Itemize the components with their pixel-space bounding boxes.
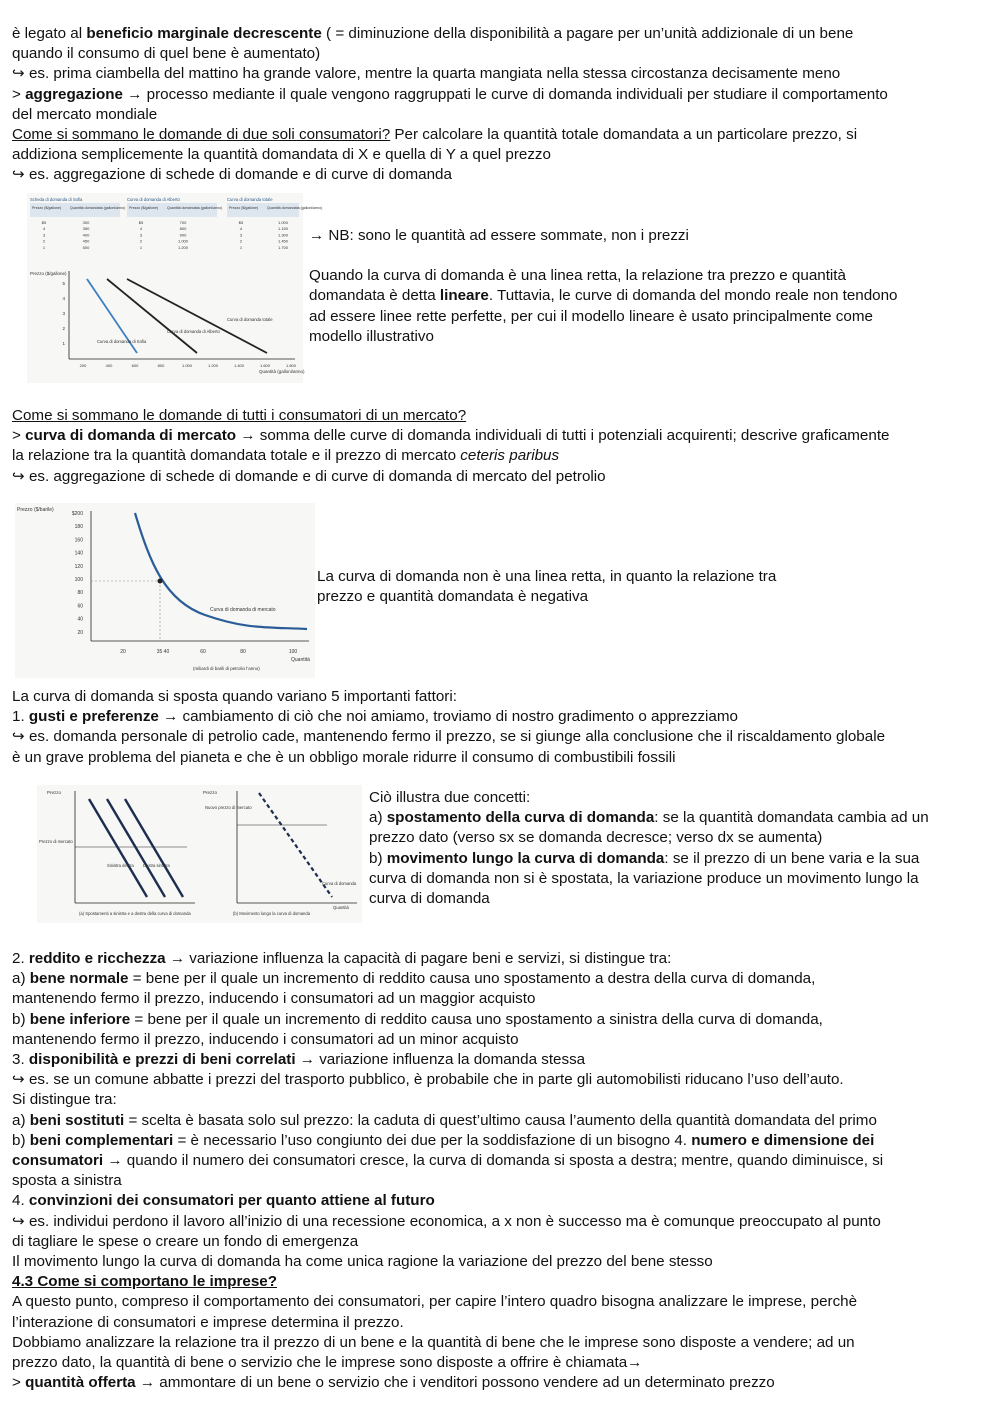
- text-line: 1. gusti e preferenze → cambiamento di ciò che noi amiamo, troviamo di nostro gradimento o apprezziamo: [12, 708, 738, 726]
- text-line: Quando la curva di domanda è una linea retta, la relazione tra prezzo e quantità: [309, 267, 846, 285]
- figure1-explanation: [309, 226, 989, 347]
- y-tick-label: 4: [62, 296, 65, 301]
- question-heading: Come si sommano le domande di tutti i consumatori di un mercato?: [12, 407, 467, 424]
- market-point: [158, 579, 163, 584]
- table-cell-price: 3: [239, 232, 243, 238]
- y-tick-label: 80: [77, 590, 83, 597]
- table-cell-quantity: 400: [82, 232, 90, 238]
- text-line: b) beni complementari = è necessario l’uso congiunto dei due per la soddisfazione di un bisogno 4. numero e dimensione dei: [12, 1131, 875, 1149]
- x-tick-label: 800: [157, 363, 165, 368]
- y-tick-label: 120: [74, 563, 83, 570]
- text-line: prezzo e quantità domandata è negativa: [317, 588, 589, 606]
- panel-b-caption: (b) Movimento lungo la curva di domanda: [233, 911, 311, 916]
- y-tick-label: 2: [62, 326, 65, 331]
- text-line: prezzo dato, la quantità di bene o servizio che le imprese sono disposte a offrire è chiamata→: [12, 1354, 643, 1372]
- table-cell-quantity: 900: [179, 232, 187, 238]
- text-line: di tagliare le spese o creare un fondo di emergenza: [12, 1232, 359, 1250]
- text-line: ↪ es. se un comune abbatte i prezzi del trasporto pubblico, è probabile che in parte gli automobilisti riducano l’uso dell’auto.: [12, 1071, 844, 1089]
- table-cell-quantity: 1.000: [177, 238, 189, 244]
- section-fattori: [12, 687, 992, 768]
- text-line: b) movimento lungo la curva di domanda: se il prezzo di un bene varia e la sua: [369, 849, 920, 867]
- x-tick-label: 100: [288, 649, 298, 655]
- text-line: addiziona semplicemente la quantità domandata di X e quella di Y a quel prezzo: [12, 146, 551, 164]
- text-line: curva di domanda: [369, 890, 490, 908]
- x-tick-label: 600: [131, 363, 139, 368]
- text-line: ↪ es. aggregazione di schede di domande e di curve di domanda: [12, 166, 452, 184]
- text-line: la relazione tra la quantità domandata totale e il prezzo di mercato ceteris paribus: [12, 447, 560, 465]
- table-cell-quantity: 350: [82, 226, 90, 232]
- table-cell-price: 2: [239, 238, 243, 244]
- text-line: La curva di domanda si sposta quando variano 5 importanti fattori:: [12, 688, 457, 705]
- table-cell-price: 2: [139, 238, 143, 244]
- text-line: a) bene normale = bene per il quale un incremento di reddito causa uno spostamento a destra della curva di domanda,: [12, 970, 816, 988]
- x-tick-label: 400: [105, 363, 113, 368]
- table-cell-quantity: 1.450: [277, 238, 289, 244]
- x-tick-label: 1.800: [285, 363, 297, 368]
- section-domanda-mercato: [12, 406, 992, 487]
- section-reddito-imprese: [12, 949, 992, 1393]
- panel-a-caption: (a) Spostamenti a sinistra e a destra della curva di domanda: [79, 911, 191, 916]
- text-line: 4. convinzioni dei consumatori per quanto attiene al futuro: [12, 1192, 435, 1210]
- figure2-explanation: [317, 567, 917, 607]
- aggregation-graphic: [27, 193, 323, 383]
- panel-b-quantity: Quantità: [333, 905, 349, 910]
- table-cell-price: $5: [138, 220, 144, 225]
- text-line: del mercato mondiale: [12, 105, 158, 123]
- text-line: > quantità offerta → ammontare di un bene o servizio che i venditori possono vendere ad un determinato prezzo: [12, 1374, 775, 1392]
- text-line: sposta a sinistra: [12, 1172, 122, 1190]
- curve-totale: [127, 279, 267, 353]
- x-tick-label: 1.000: [181, 363, 193, 368]
- text-line: l’interazione di consumatori e imprese determina il prezzo.: [12, 1313, 404, 1331]
- label-shift-left: Sinistra destra: [107, 863, 134, 868]
- panel-a-market-price: Prezzo di mercato: [39, 839, 73, 844]
- table-cell-price: 3: [139, 232, 143, 238]
- table-header-price: Prezzo ($/gallone): [229, 206, 259, 210]
- text-line: ↪ es. aggregazione di schede di domande e di curve di domanda di mercato del petrolio: [12, 467, 606, 485]
- label-curve-sofia: Curva di domanda di Sofia: [97, 339, 147, 344]
- text-line: 2. reddito e ricchezza → variazione influenza la capacità di pagare beni e servizi, si distingue tra:: [12, 950, 672, 967]
- text-line: Come si sommano le domande di due soli consumatori? Per calcolare la quantità totale domandata a un particolare prezzo, si: [12, 126, 858, 144]
- y-tick-label: 60: [77, 603, 83, 610]
- curve-base: [107, 799, 165, 897]
- text-line: Il movimento lungo la curva di domanda ha come unica ragione la variazione del prezzo del bene stesso: [12, 1253, 713, 1271]
- y-tick-label: 3: [62, 311, 65, 316]
- panel-a-price-label: Prezzo: [47, 790, 62, 795]
- panel-b-new-price: Nuovo prezzo di mercato: [205, 805, 252, 810]
- table-header-price: Prezzo ($/gallone): [129, 206, 159, 210]
- table-cell-quantity: 300: [82, 220, 90, 225]
- table-title-sofia: Scheda di domanda di Sofia: [30, 197, 83, 202]
- text-line: mantenendo fermo il prezzo, inducendo i consumatori ad un minor acquisto: [12, 1030, 519, 1048]
- table-header-quantity: Quantità domandata (galloni/anno): [267, 206, 323, 210]
- table-title-alberto: Curva di domanda di Alberto: [127, 197, 180, 202]
- figure-aggregation: [27, 193, 323, 383]
- table-cell-price: 2: [42, 238, 46, 244]
- table-cell-price: $5: [41, 220, 47, 225]
- text-line: Si distingue tra:: [12, 1091, 117, 1109]
- axis-ticks: [72, 511, 298, 655]
- table-cell-price: 4: [239, 226, 243, 232]
- table-cell-price: 4: [139, 226, 143, 232]
- y-tick-label: 180: [74, 524, 83, 531]
- figure3-explanation: [369, 788, 994, 909]
- table-cell-quantity: 700: [179, 220, 187, 225]
- table-cell-price: 3: [42, 232, 46, 238]
- table-cell-quantity: 800: [179, 226, 187, 232]
- curve-label: Curva di domanda di mercato: [210, 607, 276, 613]
- table-header-quantity: Quantità domandata (galloni/anno): [167, 206, 223, 210]
- x-axis-label: Quantità: [291, 657, 310, 663]
- text-line: ↪ es. individui perdono il lavoro all’inizio di una recessione economica, a x non è successo ma è comunque preoccupato al punto: [12, 1212, 881, 1230]
- table-title-totale: Curva di domanda totale: [227, 197, 273, 202]
- table-cell-quantity: 1.150: [277, 226, 289, 232]
- x-tick-label: 1.600: [259, 363, 271, 368]
- table-cell-quantity: 1.700: [277, 244, 289, 250]
- section-beneficio-aggregazione: [12, 24, 992, 186]
- table-header-quantity: Quantità domandata (galloni/anno): [70, 206, 126, 210]
- y-tick-label: 20: [77, 629, 83, 636]
- text-line: curva di domanda non si è spostata, la variazione produce un movimento lungo la: [369, 869, 919, 887]
- panel-b-curve-label: Curva di domanda: [322, 881, 357, 886]
- figure-shift-movement: [37, 785, 362, 923]
- table-cell-price: 1: [139, 244, 143, 250]
- x-axis-unit: (miliardi di barili di petrolio l’anno): [193, 666, 260, 671]
- y-tick-label: 100: [74, 577, 83, 583]
- text-line: a) spostamento della curva di domanda: se la quantità domandata cambia ad un: [369, 809, 929, 827]
- table-cell-quantity: 1.000: [277, 220, 289, 225]
- table-cell-quantity: 500: [82, 244, 90, 250]
- figure-market-demand: [15, 503, 315, 678]
- y-tick-label: 1: [62, 341, 65, 346]
- label-curve-total: Curva di domanda totale: [227, 317, 273, 322]
- text-line: ad essere linee rette perfette, per cui il modello lineare è usato principalmente come: [309, 307, 873, 325]
- text-line: > aggregazione → processo mediante il quale vengono raggruppati le curve di domanda individuali per studiare il comportamento: [12, 85, 888, 103]
- text-line: domandata è detta lineare. Tuttavia, le curve di domanda del mondo reale non tendono: [309, 287, 898, 305]
- y-tick-label: 140: [74, 550, 83, 557]
- x-tick-label: 200: [79, 363, 87, 368]
- y-tick-label: 5: [62, 281, 65, 286]
- shift-movement-graphic: [37, 785, 362, 923]
- x-tick-label: 1.400: [233, 363, 245, 368]
- table-cell-quantity: 450: [82, 238, 90, 244]
- text-line: prezzo dato (verso sx se domanda decresce; verso dx se aumenta): [369, 829, 823, 847]
- y-axis-label: Prezzo ($/barile): [17, 507, 54, 513]
- x-tick-label: 20: [120, 649, 126, 655]
- text-line: La curva di domanda non è una linea retta, in quanto la relazione tra: [317, 568, 777, 585]
- y-tick-label: 160: [74, 537, 83, 544]
- text-line: > curva di domanda di mercato → somma delle curve di domanda individuali di tutti i potenziali acquirenti; descrive graficamente: [12, 427, 890, 445]
- text-line: Dobbiamo analizzare la relazione tra il prezzo di un bene e la quantità di bene che le imprese sono disposte a vendere; ad un: [12, 1333, 855, 1351]
- curve-right: [125, 799, 183, 897]
- x-tick-label: 80: [240, 649, 246, 655]
- table-cell-price: $5: [238, 220, 244, 225]
- text-line: consumatori → quando il numero dei consumatori cresce, la curva di domanda si sposta a destra; mentre, quando diminuisce, si: [12, 1152, 884, 1170]
- y-axis-label: Prezzo ($/gallone): [30, 271, 67, 276]
- market-demand-chart: [15, 503, 315, 678]
- table-cell-price: 1: [239, 244, 243, 250]
- text-line: quando il consumo di quel bene è aumentato): [12, 45, 321, 63]
- text-line: modello illustrativo: [309, 327, 434, 345]
- table-cell-quantity: 1.300: [277, 232, 289, 238]
- table-cell-price: 1: [42, 244, 46, 250]
- table-header-price: Prezzo ($/gallone): [32, 206, 62, 210]
- table-cell-quantity: 1.200: [177, 244, 189, 250]
- nb-note: → NB: sono le quantità ad essere sommate, non i prezzi: [309, 227, 689, 244]
- y-tick-label: $200: [71, 511, 83, 517]
- text-line: è un grave problema del pianeta e che è un obbligo morale ridurre il consumo di combustibili fossili: [12, 748, 676, 766]
- curve-left: [89, 799, 147, 897]
- section-heading: 4.3 Come si comportano le imprese?: [12, 1273, 278, 1291]
- text-line: a) beni sostituti = scelta è basata solo sul prezzo: la caduta di quest’ultimo causa l’aumento della quantità domandata del primo: [12, 1111, 877, 1129]
- text-line: ↪ es. prima ciambella del mattino ha grande valore, mentre la quarta mangiata nella stessa circostanza decisamente meno: [12, 65, 841, 83]
- text-line: b) bene inferiore = bene per il quale un incremento di reddito causa uno spostamento a sinistra della curva di domanda,: [12, 1010, 823, 1028]
- label-shift-right: Destra sinistra: [143, 863, 170, 868]
- text-line: è legato al beneficio marginale decrescente ( = diminuzione della disponibilità a pagare per un’unità addizionale di un bene: [12, 25, 854, 42]
- text-line: Ciò illustra due concetti:: [369, 789, 531, 806]
- text-line: mantenendo fermo il prezzo, inducendo i consumatori ad un maggior acquisto: [12, 990, 536, 1008]
- label-curve-alberto: Curva di domanda di Alberto: [167, 329, 220, 334]
- text-line: ↪ es. domanda personale di petrolio cade, mantenendo fermo il prezzo, se si giunge alla conclusione che il riscaldamento globale: [12, 728, 886, 746]
- panel-b-price-label: Prezzo: [203, 790, 218, 795]
- text-line: A questo punto, compreso il comportamento dei consumatori, per capire l’intero quadro bisogna analizzare le imprese, perchè: [12, 1293, 858, 1311]
- x-tick-label: 60: [200, 649, 206, 655]
- x-axis-label: Quantità (galloni/anno): [259, 369, 305, 374]
- text-line: 3. disponibilità e prezzi di beni correlati → variazione influenza la domanda stessa: [12, 1051, 586, 1069]
- y-tick-label: 40: [77, 616, 83, 623]
- x-tick-label: 1.200: [207, 363, 219, 368]
- x-tick-label: 35 40: [156, 649, 170, 655]
- table-cell-price: 4: [42, 226, 46, 232]
